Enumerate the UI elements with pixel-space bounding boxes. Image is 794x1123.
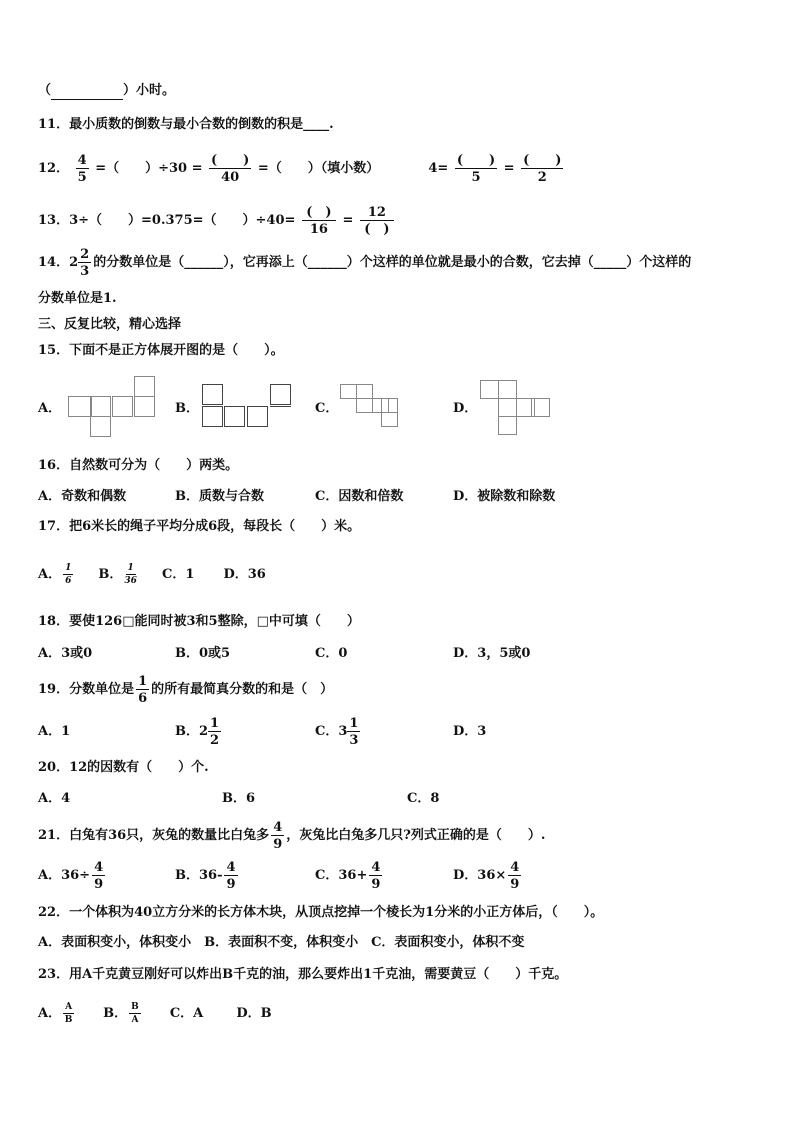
q17-option-d[interactable]: D．36 [223, 567, 266, 582]
net-b-square [270, 384, 291, 405]
q12-frac1-den: 5 [77, 169, 87, 185]
q21-post: ，灰兔比白兔多几只?列式正确的是（ ）. [286, 828, 546, 843]
q12-frac3-num: ( ) [456, 152, 496, 168]
q17-option-c[interactable]: C．1 [162, 567, 195, 582]
q14-label: 14．2 [38, 255, 79, 270]
q17-option-a[interactable] [38, 562, 75, 586]
q14-mixed-frac [78, 248, 91, 278]
q23-text: 23．用A千克黄豆刚好可以炸出B千克的油，那么要炸出1千克油，需要黄豆（ ）千克。 [38, 967, 568, 982]
q22-text: 22．一个体积为40立方分米的长方体木块，从顶点挖掉一个棱长为1分米的小正方体后，（ ）。 [38, 905, 604, 920]
q21-a-num: 4 [94, 859, 104, 875]
q12-frac1-num: 4 [77, 152, 87, 168]
q17-b-frac [124, 564, 137, 586]
q17-a-frac [63, 564, 73, 586]
net-c-square [381, 412, 398, 427]
q12-frac1 [76, 154, 89, 184]
q23-a-frac [63, 1003, 74, 1025]
q18-option-d[interactable]: D．3，5或0 [453, 646, 531, 661]
q16-text: 16．自然数可分为（ ）两类。 [38, 458, 239, 473]
q13-frac2-num: 12 [360, 206, 394, 221]
q20-option-a[interactable]: A．4 [38, 791, 71, 806]
q14-mixed-num: 2 [80, 246, 90, 262]
net-c-square [381, 398, 398, 413]
q19-b-frac [208, 717, 221, 747]
q18-option-c[interactable]: C．0 [315, 646, 348, 661]
q12-part3: 4= [428, 161, 449, 176]
q18-option-b[interactable]: B．0或5 [175, 646, 231, 661]
q12-frac2 [209, 154, 251, 184]
q19-num: 1 [138, 673, 148, 689]
q10-tail: ）小时。 [123, 83, 176, 98]
net-a-square [112, 396, 133, 417]
net-b-square [247, 406, 268, 427]
q23-option-b[interactable] [103, 1001, 143, 1025]
q21-d-den: 9 [510, 876, 520, 892]
q21-a-label: A．36÷ [38, 868, 91, 883]
q13-frac2 [360, 206, 394, 236]
q20-option-c[interactable]: C．8 [407, 791, 440, 806]
q14-text: 的分数单位是（______），它再添上（______）个这样的单位就是最小的合数，它去掉（_____）个这样的 [93, 255, 692, 270]
q13-frac2-den: ( ) [364, 221, 390, 237]
q17-text: 17．把6米长的绳子平均分成6段，每段长（ ）米。 [38, 519, 361, 534]
q21-b-num: 4 [226, 859, 236, 875]
q21-c-label: C．36+ [315, 868, 368, 883]
q21-d-num: 4 [510, 859, 520, 875]
q12-part2: =（ ）（填小数） [257, 161, 380, 176]
q16-option-d[interactable]: D．被除数和除数 [453, 489, 556, 504]
q12-frac4 [521, 154, 563, 184]
q23-option-d[interactable]: D．B [236, 1006, 272, 1021]
net-c-square [340, 384, 357, 399]
q19-option-a[interactable]: A．1 [38, 724, 71, 739]
q12-eq: = [503, 161, 515, 176]
q21-option-d[interactable] [453, 858, 523, 894]
q21-a-frac [92, 861, 105, 891]
q12-frac3-den: 5 [471, 169, 481, 185]
q12-frac2-num: ( ) [211, 152, 250, 168]
q11-line: 11．最小质数的倒数与最小合数的倒数的积是____. [38, 117, 334, 132]
q20-text: 20．12的因数有（ ）个. [38, 760, 209, 775]
q13-frac1-den: 16 [309, 221, 328, 237]
q19-b-den: 2 [210, 732, 220, 748]
q21-line [38, 818, 545, 854]
q12-label: 12． [38, 161, 70, 176]
q23-option-c[interactable]: C．A [169, 1006, 204, 1021]
q15-option-d[interactable]: D． [453, 401, 478, 416]
q21-option-b[interactable] [175, 858, 240, 894]
q21-pre: 21．白兔有36只，灰兔的数量比白兔多 [38, 828, 270, 843]
q14-line [38, 246, 691, 280]
q21-b-label: B．36- [175, 868, 223, 883]
q19-c-num: 1 [349, 715, 359, 731]
q17-a-num: 1 [65, 562, 72, 573]
q13-line [38, 202, 396, 240]
q14-cont: 分数单位是1. [38, 291, 117, 306]
q16-option-c[interactable]: C．因数和倍数 [315, 489, 404, 504]
q17-a-label: A． [38, 567, 62, 582]
q19-option-c[interactable] [315, 715, 362, 749]
q21-c-num: 4 [371, 859, 381, 875]
q15-option-c[interactable]: C． [315, 401, 339, 416]
q10-line [38, 82, 175, 100]
q17-a-den: 6 [65, 575, 72, 586]
net-a-square [134, 376, 155, 397]
q23-b-frac [129, 1003, 141, 1025]
net-b-square [270, 406, 291, 407]
q21-c-frac [369, 861, 382, 891]
net-c-square [356, 384, 373, 399]
section3-title: 三、反复比较，精心选择 [38, 317, 182, 332]
net-b-square [224, 406, 245, 427]
q12-line [38, 150, 565, 188]
q12-frac4-num: ( ) [523, 152, 562, 168]
q19-c-den: 3 [349, 732, 359, 748]
q13-frac1 [302, 206, 336, 236]
q12-part1: =（ ）÷30 = [95, 161, 203, 176]
q21-den: 9 [273, 836, 283, 852]
q20-option-b[interactable]: B．6 [222, 791, 256, 806]
q15-option-a[interactable]: A． [38, 401, 62, 416]
q21-b-den: 9 [226, 876, 236, 892]
q12-frac2-den: 40 [221, 169, 240, 185]
q23-a-num: A [65, 1001, 73, 1012]
q16-option-b[interactable]: B．质数与合数 [175, 489, 264, 504]
q19-pre: 19．分数单位是 [38, 682, 135, 697]
q22-options[interactable]: A．表面积变小，体积变小 B．表面积不变，体积变小 C．表面积变小，体积不变 [38, 935, 525, 950]
q19-line [38, 674, 333, 706]
q19-option-d[interactable]: D．3 [453, 724, 487, 739]
q21-option-a[interactable] [38, 858, 107, 894]
q19-c-label: C．3 [315, 724, 348, 739]
q19-option-b[interactable] [175, 715, 223, 749]
q19-frac [136, 675, 149, 705]
q18-option-a[interactable]: A．3或0 [38, 646, 93, 661]
q16-option-a[interactable]: A．奇数和偶数 [38, 489, 127, 504]
q19-b-label: B．2 [175, 724, 209, 739]
q15-text: 15．下面不是正方体展开图的是（ ）。 [38, 343, 284, 358]
q13-label: 13．3÷（ ）=0.375=（ ）÷40= [38, 213, 296, 228]
q23-a-den: B [64, 1014, 73, 1025]
q17-b-den: 36 [124, 575, 137, 586]
q17-b-num: 1 [127, 562, 134, 573]
q19-post: 的所有最简真分数的和是（ ） [151, 682, 334, 697]
net-d-square [498, 416, 517, 435]
net-d-square [531, 398, 550, 417]
q21-d-frac [508, 861, 521, 891]
q15-option-b[interactable]: B． [175, 401, 199, 416]
q19-c-frac [347, 717, 360, 747]
net-a-square [134, 396, 155, 417]
q10-open: （ [38, 83, 52, 98]
q23-b-num: B [131, 1001, 139, 1012]
q23-b-label: B． [103, 1006, 128, 1021]
q18-text: 18．要使126□能同时被3和5整除，□中可填（ ） [38, 614, 360, 629]
q17-options [38, 562, 266, 588]
q17-option-b[interactable] [98, 562, 139, 586]
q21-option-c[interactable] [315, 858, 384, 894]
q23-a-label: A． [38, 1006, 62, 1021]
q21-a-den: 9 [94, 876, 104, 892]
q21-num: 4 [273, 819, 283, 835]
q13-frac1-num: ( ) [302, 206, 336, 221]
q23-options [38, 1000, 272, 1028]
q14-mixed-den: 3 [80, 263, 90, 279]
net-d-square [480, 380, 499, 399]
q19-den: 6 [138, 690, 148, 706]
net-a-square [90, 396, 111, 417]
q21-b-frac [224, 861, 237, 891]
q19-b-num: 1 [210, 715, 220, 731]
net-c-square [356, 398, 373, 413]
q12-frac4-den: 2 [537, 169, 547, 185]
net-b-square [202, 384, 223, 405]
q12-frac3 [455, 154, 497, 184]
net-a-square [68, 396, 92, 417]
q10-blank [51, 99, 123, 100]
q13-eq: = [342, 213, 354, 228]
net-d-square [498, 380, 517, 399]
q23-b-den: A [131, 1014, 139, 1025]
q21-c-den: 9 [371, 876, 381, 892]
q21-d-label: D．36× [453, 868, 507, 883]
net-b-square [202, 406, 223, 427]
q17-b-label: B． [98, 567, 123, 582]
net-a-square [90, 416, 111, 437]
q23-option-a[interactable] [38, 1001, 76, 1025]
q21-frac [271, 821, 284, 851]
net-d-square [498, 398, 517, 417]
